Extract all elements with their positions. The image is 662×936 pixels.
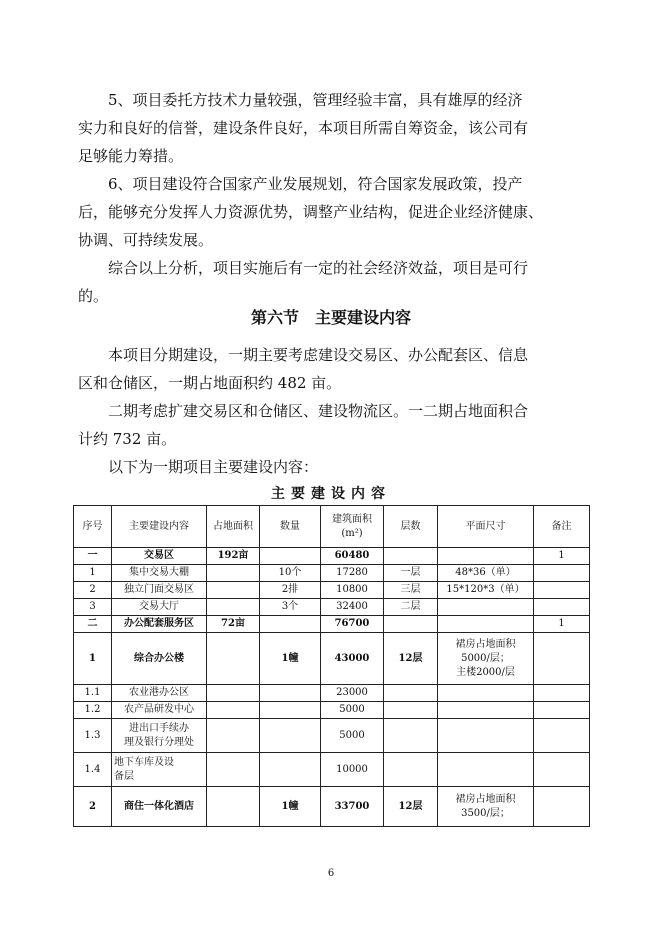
table-row	[74, 599, 590, 616]
table-cell	[112, 719, 207, 753]
table-cell: 23000	[321, 685, 384, 702]
table-cell: 32400	[321, 599, 384, 616]
construction-table	[73, 505, 590, 827]
table-cell: 二	[74, 616, 112, 633]
table-cell: 15*120*3（单）	[438, 582, 534, 599]
table-row	[74, 685, 590, 702]
table-cell	[534, 582, 590, 599]
table-row	[74, 548, 590, 565]
table-cell: 1.2	[74, 702, 112, 719]
table-cell: 二层	[384, 599, 438, 616]
text-line: 以下为一期项目主要建设内容：	[78, 458, 319, 476]
page-number: 6	[327, 868, 335, 879]
table-cell: 43000	[321, 633, 384, 685]
table-cell	[438, 719, 534, 753]
table-cell: 综合办公楼	[112, 633, 207, 685]
table-cell	[438, 685, 534, 702]
table-cell	[207, 565, 260, 582]
table-cell: 10000	[321, 753, 384, 787]
header-cell: 平面尺寸	[438, 506, 534, 548]
table-cell	[438, 599, 534, 616]
table-cell	[260, 719, 321, 753]
table-cell	[207, 719, 260, 753]
table-cell	[438, 702, 534, 719]
table-header-row	[74, 506, 590, 548]
header-building-area-unit: (m²)	[341, 527, 363, 539]
table-cell	[260, 753, 321, 787]
table-cell	[384, 753, 438, 787]
table-cell: 2排	[260, 582, 321, 599]
table-cell: 12层	[384, 787, 438, 827]
table-row	[74, 719, 590, 753]
table-cell	[260, 685, 321, 702]
table-cell	[207, 787, 260, 827]
cell-line: 裙房占地面积	[455, 793, 516, 805]
table-cell: 192亩	[207, 548, 260, 565]
table-cell	[438, 548, 534, 565]
table-cell: 48*36（单）	[438, 565, 534, 582]
text-line: 5、项目委托方技术力量较强，管理经验丰富，具有雄厚的经济	[78, 91, 523, 109]
table-cell	[260, 616, 321, 633]
table-cell: 农业港办公区	[112, 685, 207, 702]
table-cell	[384, 548, 438, 565]
table-cell	[207, 633, 260, 685]
table-cell: 1	[74, 565, 112, 582]
table-cell: 2	[74, 787, 112, 827]
table-cell	[534, 565, 590, 582]
table-cell	[384, 616, 438, 633]
table-cell	[207, 599, 260, 616]
table-cell: 办公配套服务区	[112, 616, 207, 633]
table-cell	[207, 685, 260, 702]
paragraph-table-intro	[78, 453, 590, 481]
table-row	[74, 582, 590, 599]
header-building-area: 建筑面积	[332, 513, 372, 525]
paragraph-phase-two	[78, 397, 590, 453]
table-cell: 33700	[321, 787, 384, 827]
table-cell: 12层	[384, 633, 438, 685]
table-cell	[207, 582, 260, 599]
table-cell: 1	[74, 633, 112, 685]
table-cell: 商住一体化酒店	[112, 787, 207, 827]
paragraph-phase-one	[78, 341, 590, 397]
text-line: 6、项目建设符合国家产业发展规划，符合国家发展政策，投产	[78, 175, 523, 193]
table-cell: 76700	[321, 616, 384, 633]
table-row	[74, 565, 590, 582]
text-line: 综合以上分析，项目实施后有一定的社会经济效益，项目是可行	[78, 259, 529, 277]
table-row	[74, 616, 590, 633]
table-cell: 1	[534, 548, 590, 565]
table-cell: 1.4	[74, 753, 112, 787]
header-cell: 占地面积	[207, 506, 260, 548]
table-cell: 1.1	[74, 685, 112, 702]
table-cell	[534, 633, 590, 685]
table-cell: 60480	[321, 548, 384, 565]
cell-line: 裙房占地面积	[455, 638, 516, 650]
text-line: 区和仓储区，一期占地面积约 482 亩。	[78, 374, 342, 392]
paragraph-conclusion	[78, 254, 590, 310]
header-cell: 主要建设内容	[112, 506, 207, 548]
header-cell: 数量	[260, 506, 321, 548]
table-cell: 5000	[321, 719, 384, 753]
header-cell: 序号	[74, 506, 112, 548]
table-cell: 独立门面交易区	[112, 582, 207, 599]
table-cell: 1	[534, 616, 590, 633]
table-cell	[534, 702, 590, 719]
table-cell	[534, 787, 590, 827]
text-line: 协调、可持续发展。	[78, 231, 214, 249]
table-cell: 3	[74, 599, 112, 616]
table-cell: 交易大厅	[112, 599, 207, 616]
cell-line: 3500/层；	[461, 807, 510, 819]
table-cell	[384, 685, 438, 702]
cell-line: 备层	[114, 770, 134, 782]
table-cell	[438, 787, 534, 827]
cell-line: 5000/层；	[461, 652, 510, 664]
table-cell: 17280	[321, 565, 384, 582]
table-cell: 72亩	[207, 616, 260, 633]
table-cell	[260, 548, 321, 565]
table-cell	[534, 719, 590, 753]
table-cell	[384, 702, 438, 719]
table-cell: 10800	[321, 582, 384, 599]
table-cell	[112, 753, 207, 787]
cell-line: 地下车库及设	[114, 756, 174, 768]
table-cell: 1.3	[74, 719, 112, 753]
text-line: 实力和良好的信誉，建设条件良好，本项目所需自筹资金，该公司有	[78, 119, 529, 137]
table-row	[74, 702, 590, 719]
table-cell: 1幢	[260, 787, 321, 827]
text-line: 二期考虑扩建交易区和仓储区、建设物流区。一二期占地面积合	[78, 402, 529, 420]
table-cell: 5000	[321, 702, 384, 719]
header-cell	[321, 506, 384, 548]
table-cell	[384, 719, 438, 753]
paragraph-item-5	[78, 86, 590, 170]
table-cell: 三层	[384, 582, 438, 599]
table-cell: 2	[74, 582, 112, 599]
header-cell: 层数	[384, 506, 438, 548]
cell-line: 进出口手续办	[129, 722, 189, 734]
table-cell	[534, 753, 590, 787]
table-cell	[207, 702, 260, 719]
cell-line: 主楼2000/层	[456, 666, 515, 678]
table-cell: 1幢	[260, 633, 321, 685]
table-cell: 交易区	[112, 548, 207, 565]
table-cell	[534, 685, 590, 702]
text-line: 本项目分期建设，一期主要考虑建设交易区、办公配套区、信息	[78, 346, 529, 364]
cell-line: 理及银行分理处	[124, 736, 194, 748]
section-title: 第六节 主要建设内容	[250, 308, 411, 327]
text-line: 后，能够充分发挥人力资源优势，调整产业结构，促进企业经济健康、	[78, 203, 544, 221]
table-cell	[438, 753, 534, 787]
table-cell: 集中交易大棚	[112, 565, 207, 582]
paragraph-item-6	[78, 170, 590, 254]
table-cell: 一层	[384, 565, 438, 582]
text-line: 的。	[78, 287, 109, 305]
table-cell	[207, 753, 260, 787]
table-cell: 10个	[260, 565, 321, 582]
table-cell	[260, 702, 321, 719]
table-cell: 农产品研发中心	[112, 702, 207, 719]
table-cell: 一	[74, 548, 112, 565]
table-cell	[534, 599, 590, 616]
table-row	[74, 753, 590, 787]
header-cell: 备注	[534, 506, 590, 548]
table-cell: 3个	[260, 599, 321, 616]
text-line: 计约 732 亩。	[78, 430, 177, 448]
table-row	[74, 633, 590, 685]
text-line: 足够能力筹措。	[78, 147, 184, 165]
table-row	[74, 787, 590, 827]
table-cell	[438, 633, 534, 685]
table-cell	[438, 616, 534, 633]
table-title: 主要建设内容	[271, 486, 391, 502]
